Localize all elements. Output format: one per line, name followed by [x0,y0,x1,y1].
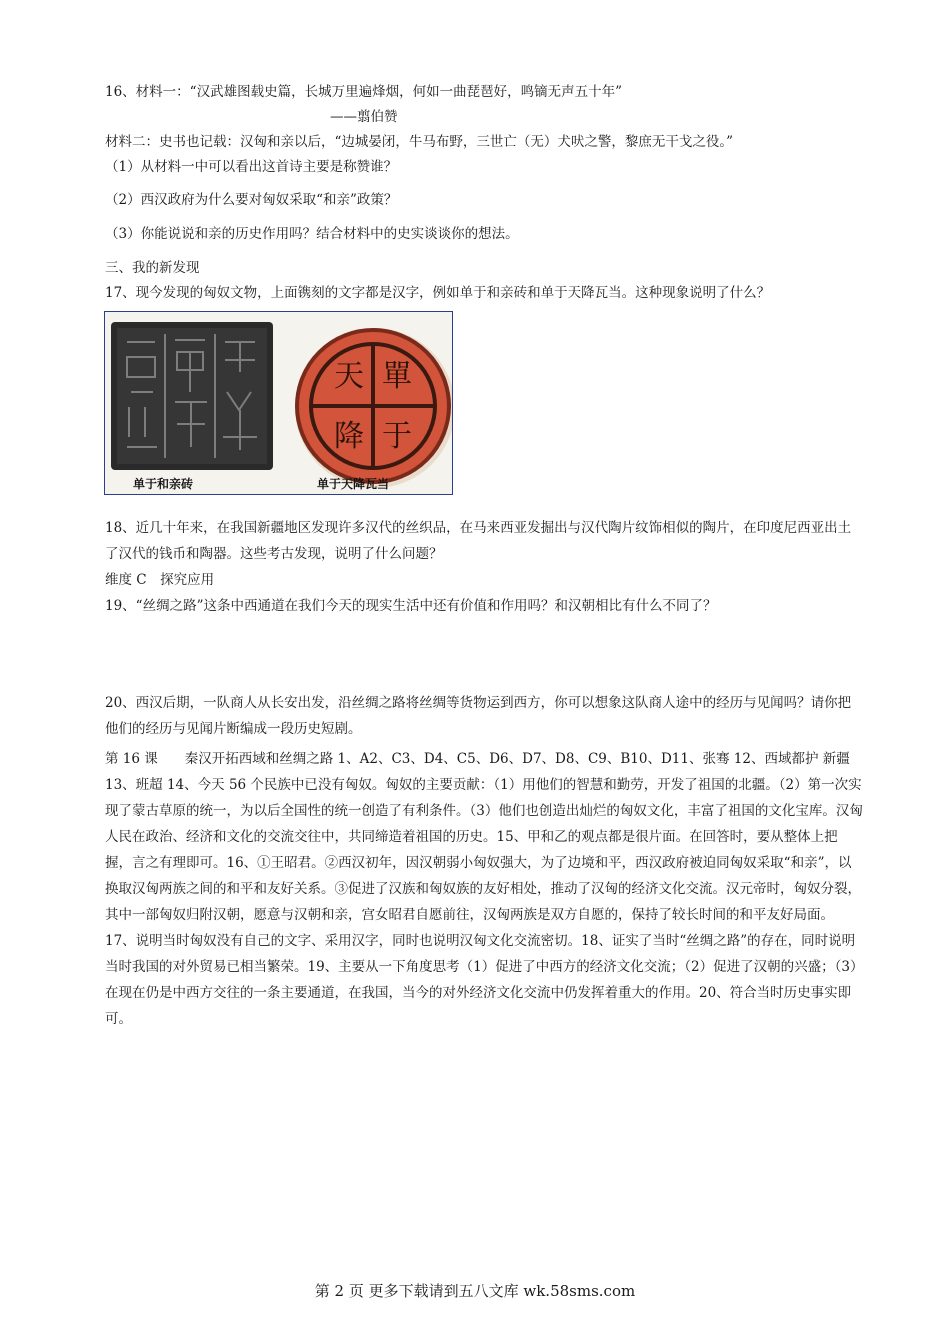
q17-text: 17、现今发现的匈奴文物，上面镌刻的文字都是汉字，例如单于和亲砖和单于天降瓦当。这种现象说明了什么？ [105,285,771,301]
tile-char-tian: 天 [334,359,364,394]
q18-text: 18、近几十年来，在我国新疆地区发现许多汉代的丝织品，在马来西亚发掘出与汉代陶片纹饰相似的陶片，在印度尼西亚出土了汉代的钱币和陶器。这些考古发现，说明了什么问题？ [105,520,852,562]
q20-text: 20、西汉后期，一队商人从长安出发，沿丝绸之路将丝绸等货物运到西方，你可以想象这队商人途中的经历与见闻吗？请你把他们的经历与见闻片断编成一段历史短剧。 [105,695,852,737]
q16-author: ——翦伯赞 [330,109,398,125]
artifact-illustration [105,312,452,494]
tile-char-yu: 于 [382,419,412,454]
tile-char-chan: 單 [382,359,412,394]
q16-sub-2: （2）西汉政府为什么要对匈奴采取“和亲”政策？ [105,192,398,208]
q19-text: 19、“丝绸之路”这条中西通道在我们今天的现实生活中还有价值和作用吗？和汉朝相比有什么不同了？ [105,598,717,614]
q16-sub-3: （3）你能说说和亲的历史作用吗？结合材料中的史实谈谈你的想法。 [105,226,519,242]
section-heading: 三、我的新发现 [105,260,200,276]
q16-sub-1: （1）从材料一中可以看出这首诗主要是称赞谁？ [105,159,398,175]
dimension-c-heading: 维度 C 探究应用 [105,572,215,588]
caption-brick: 单于和亲砖 [133,477,194,491]
answers-text: 第 16 课 秦汉开拓西域和丝绸之路 1、A2、C3、D4、C5、D6、D7、D8、C9、B10、D11、张骞 12、西域都护 新疆 13、班超 14、今天 56 个民族中已没有匈奴。匈奴的主要贡献：（1）用他们的智慧和勤劳，开发了祖国的北疆。（2）第一次实现了蒙古草原的统一，为以后全国性的统一创造了有利条件。（3）他们也创造出灿烂的匈奴文化，丰富了祖国的文化宝库。汉匈人民在政治、经济和文化的交流交往中，共同缔造着祖国的历史。15、甲和乙的观点都是很片面。在回答时，要从整体上把握，言之有理即可。16、①王昭君。②西汉初年，因汉朝弱小匈奴强大，为了边境和平，西汉政府被迫同匈奴采取“和亲”，以换取汉匈两族之间的和平和友好关系。③促进了汉族和匈奴族的友好相处，推动了汉匈的经济文化交流。汉元帝时，匈奴分裂，其中一部匈奴归附汉朝，愿意与汉朝和亲，宫女昭君自愿前往，汉匈两族是双方自愿的，保持了较长时间的和平友好局面。17、说明当时匈奴没有自己的文字、采用汉字，同时也说明汉匈文化交流密切。18、证实了当时“丝绸之路”的存在，同时说明当时我国的对外贸易已相当繁荣。19、主要从一下角度思考（1）促进了中西方的经济文化交流；（2）促进了汉朝的兴盛；（3）在现在仍是中西方交往的一条主要通道，在我国，当今的对外经济文化交流中仍发挥着重大的作用。20、符合当时历史事实即可。 [105,751,863,1027]
page-footer: 第 2 页 更多下载请到五八文库 wk.58sms.com [314,1282,636,1300]
q16-material-1: 16、材料一：“汉武雄图载史篇，长城万里遍烽烟，何如一曲琵琶好，鸣镝无声五十年” [105,84,622,100]
q16-material-2: 材料二：史书也记载：汉匈和亲以后，“边城晏闭，牛马布野，三世亡（无）犬吠之警，黎庶无干戈之役。” [105,134,734,150]
artifact-figure [104,311,453,495]
caption-tile: 单于天降瓦当 [317,477,390,491]
tile-char-jiang: 降 [334,419,364,454]
